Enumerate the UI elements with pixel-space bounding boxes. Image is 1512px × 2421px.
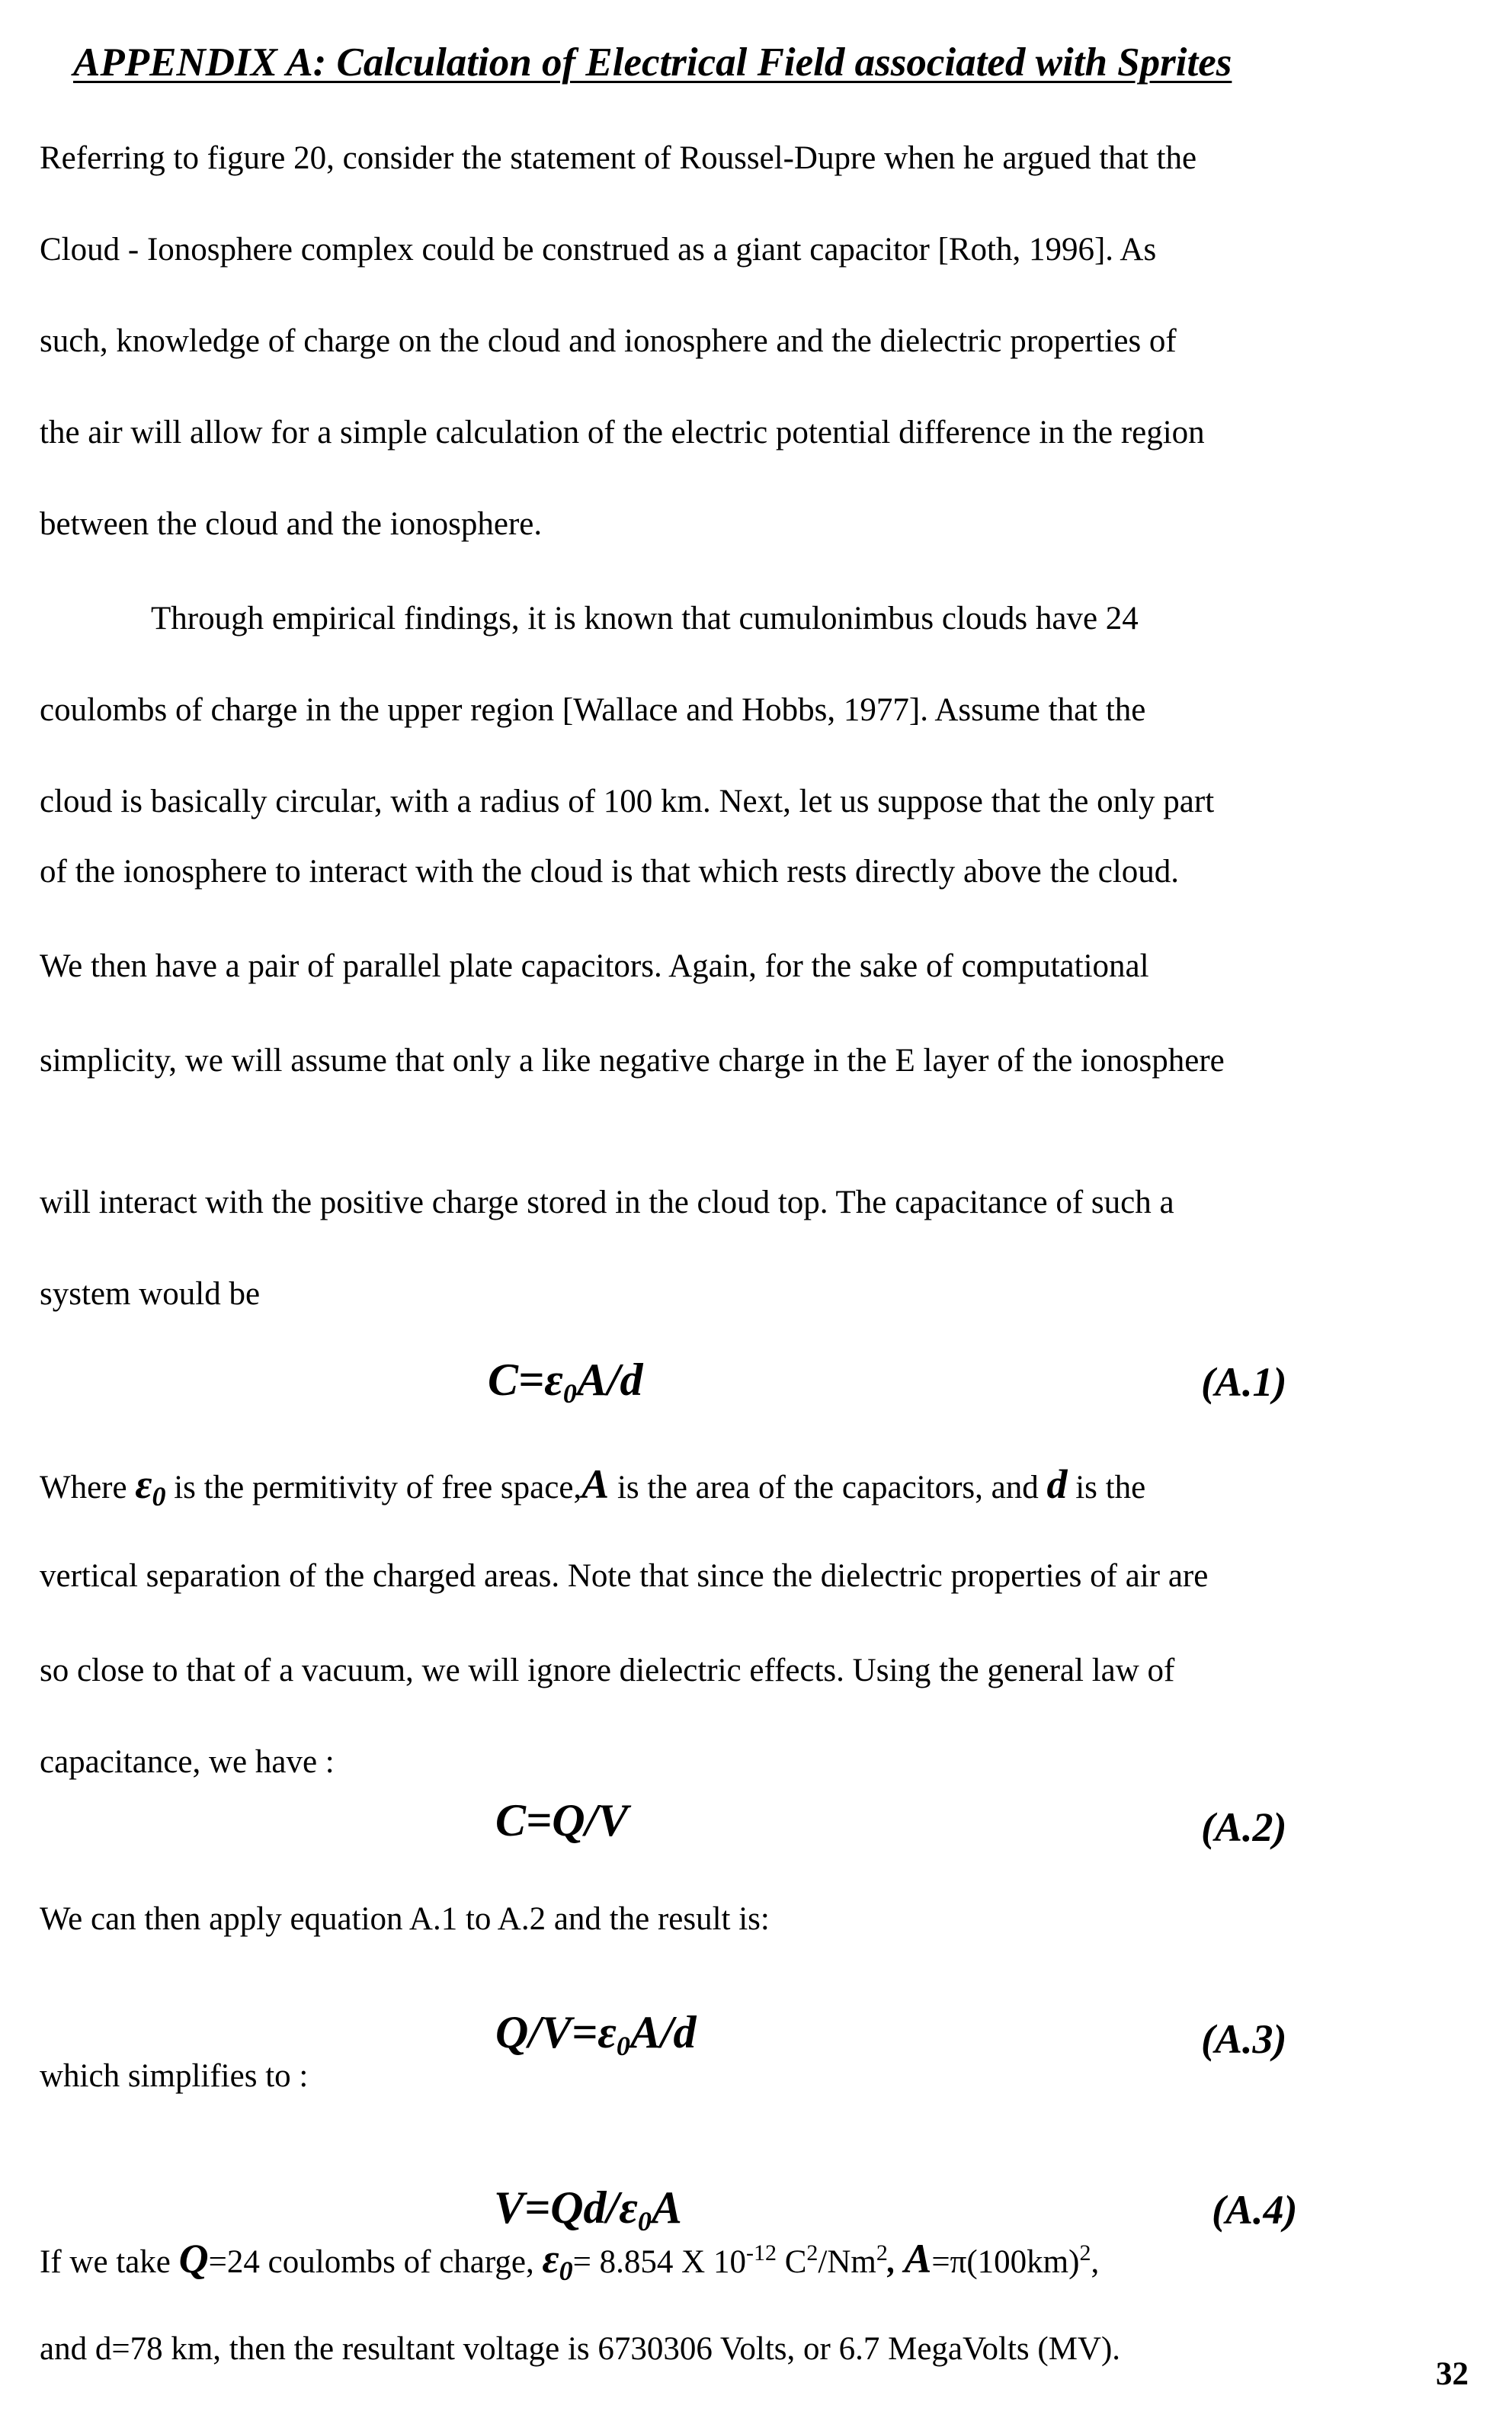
paragraph-line: capacitance, we have : — [40, 1744, 335, 1780]
paragraph-line: system would be — [40, 1276, 261, 1312]
paragraph-line: so close to that of a vacuum, we will ignore dielectric effects. Using the general law of — [40, 1653, 1175, 1688]
appendix-title: APPENDIX A: Calculation of Electrical Field associated with Sprites — [73, 40, 1232, 85]
equation-a4: $V=Qd/\varepsilon_0A$ — [494, 2182, 682, 2237]
equation-number: (A.4) — [1212, 2187, 1298, 2233]
equation-a3: $Q/V=\varepsilon_0A/d$ — [495, 2007, 697, 2061]
paragraph-line: the air will allow for a simple calculation of the electric potential difference in the region — [40, 415, 1205, 451]
paragraph-line: such, knowledge of charge on the cloud and ionosphere and the dielectric properties of — [40, 323, 1177, 359]
paragraph-line: of the ionosphere to interact with the cloud is that which rests directly above the cloud. — [40, 854, 1180, 890]
paragraph-line: Cloud - Ionosphere complex could be construed as a giant capacitor [Roth, 1996]. As — [40, 232, 1157, 268]
paragraph-line: which simplifies to : — [40, 2058, 309, 2094]
paragraph-line: cloud is basically circular, with a radius of 100 km. Next, let us suppose that the only part — [40, 784, 1215, 819]
paragraph-line: Through empirical findings, it is known that cumulonimbus clouds have 24 — [151, 601, 1139, 637]
equation-number: (A.3) — [1201, 2016, 1287, 2062]
paragraph-line: Referring to figure 20, consider the statement of Roussel-Dupre when he argued that the — [40, 140, 1197, 176]
page-number: 32 — [1436, 2356, 1469, 2392]
paragraph-line: vertical separation of the charged areas. Note that since the dielectric properties of air are — [40, 1558, 1209, 1594]
equation-a1: $C=\varepsilon_0A/d$ — [488, 1355, 643, 1409]
paragraph-line: Where $\varepsilon_0$ is the permitivity of free space,A is the area of the capacitors, and d is the — [40, 1461, 1146, 1512]
equation-number: (A.1) — [1201, 1359, 1287, 1405]
equation-number: (A.2) — [1201, 1804, 1287, 1850]
paragraph-line: and d=78 km, then the resultant voltage is 6730306 Volts, or 6.7 MegaVolts (MV). — [40, 2331, 1121, 2367]
paragraph-line: will interact with the positive charge stored in the cloud top. The capacitance of such a — [40, 1185, 1174, 1220]
paragraph-line: We can then apply equation A.1 to A.2 and the result is: — [40, 1901, 770, 1937]
paragraph-line: coulombs of charge in the upper region [Wallace and Hobbs, 1977]. Assume that the — [40, 692, 1146, 728]
paragraph-line: between the cloud and the ionosphere. — [40, 506, 543, 542]
paragraph-line: If we take Q=24 coulombs of charge, $\varepsilon_0= 8.854$ X $10^{-12}$ $C^2/Nm^2$, $A=\pi(100km)^2$, — [40, 2236, 1100, 2286]
paragraph-line: We then have a pair of parallel plate capacitors. Again, for the sake of computational — [40, 948, 1149, 984]
equation-a2: C=Q/V — [495, 1795, 629, 1845]
paragraph-line: simplicity, we will assume that only a like negative charge in the E layer of the ionosphere — [40, 1043, 1225, 1079]
